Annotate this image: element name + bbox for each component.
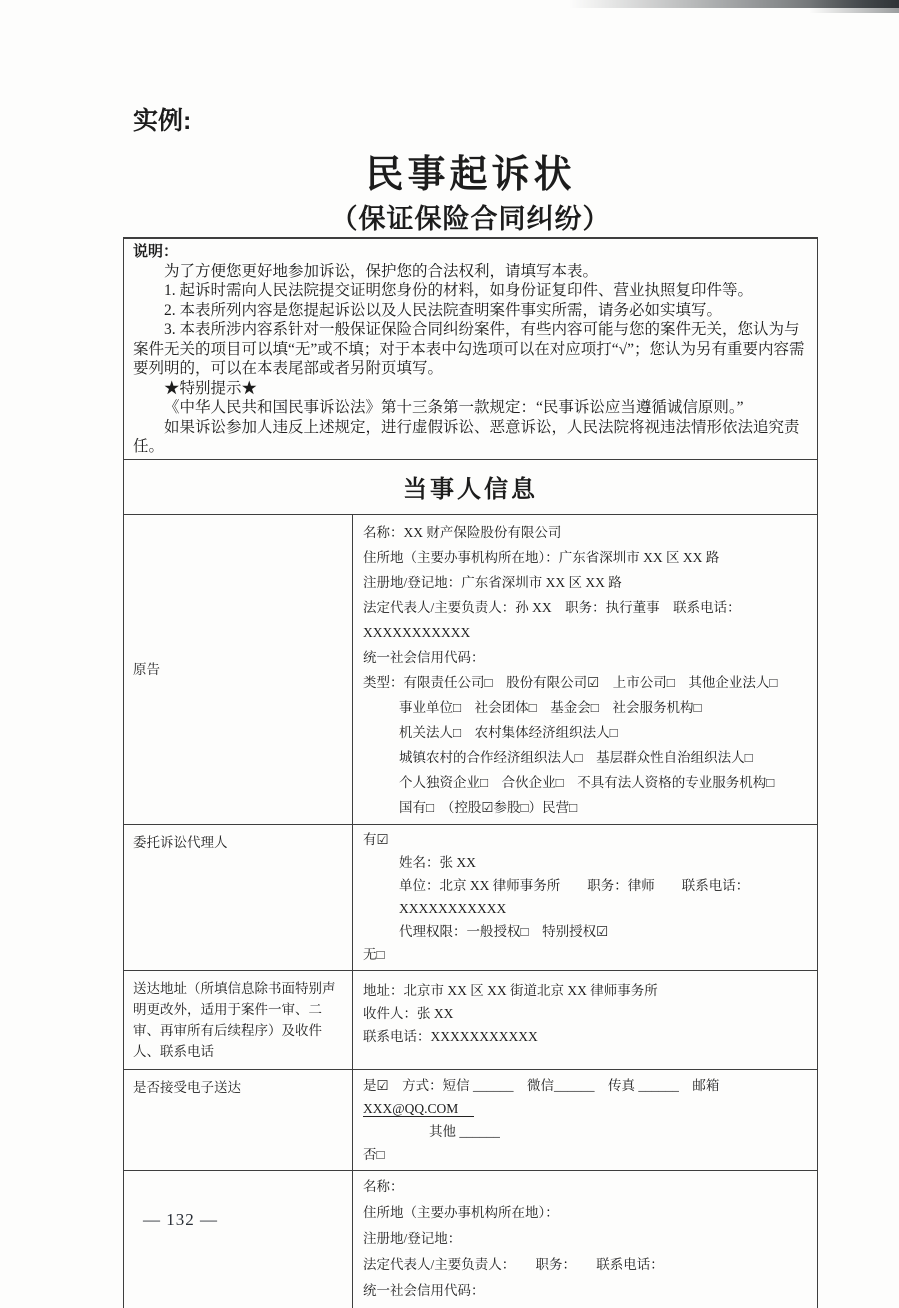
plaintiff-credit-code-line: 统一社会信用代码：	[363, 649, 485, 665]
edelivery-yes-line	[363, 1074, 807, 1120]
edelivery-label: 是否接受电子送达	[124, 1070, 353, 1170]
service-phone-line: 联系电话：XXXXXXXXXXX	[363, 1028, 538, 1044]
plaintiff-type-line-2: 事业单位□ 社会团体□ 基金会□ 社会服务机构□	[399, 699, 702, 715]
agent-content	[353, 825, 817, 970]
agent-has-line: 有☑	[363, 831, 389, 847]
edelivery-methods-text: 是☑ 方式：短信 ______ 微信______ 传真 ______ 邮箱	[363, 1077, 723, 1093]
plaintiff-label: 原告	[124, 515, 353, 824]
edelivery-no-line: 否□	[363, 1146, 385, 1162]
defendant-registration-line: 注册地/登记地：	[363, 1230, 462, 1246]
defendant-credit-code-line: 统一社会信用代码：	[363, 1282, 485, 1298]
plaintiff-type-line-1: 类型：有限责任公司□ 股份有限公司☑ 上市公司□ 其他企业法人□	[363, 674, 778, 690]
plaintiff-representative-line: 法定代表人/主要负责人：孙 XX 职务：执行董事 联系电话：XXXXXXXXXXX	[363, 599, 741, 640]
defendant-domicile-line: 住所地（主要办事机构所在地）：	[363, 1204, 559, 1220]
edelivery-email-value: XXX@QQ.COM	[363, 1101, 474, 1117]
plaintiff-domicile-line: 住所地（主要办事机构所在地）：广东省深圳市 XX 区 XX 路	[363, 549, 720, 565]
edelivery-other-line: 其他 ______	[429, 1123, 500, 1139]
document-subtitle: （保证保险合同纠纷）	[330, 204, 611, 234]
service-recipient-line: 收件人：张 XX	[363, 1005, 454, 1021]
page-number: — 132 —	[143, 1210, 218, 1229]
defendant-row	[124, 1171, 817, 1308]
service-address-label: 送达地址（所填信息除书面特别声明更改外，适用于案件一审、二审、再审所有后续程序）及收件人、联系电话	[124, 971, 353, 1069]
service-address-line: 地址：北京市 XX 区 XX 街道北京 XX 律师事务所	[363, 982, 658, 998]
defendant-label-cell	[124, 1171, 353, 1308]
agent-name-line: 姓名：张 XX	[399, 854, 476, 870]
instructions-box	[124, 239, 817, 460]
special-notice-heading: ★特别提示★	[164, 379, 258, 397]
document-title: 民事起诉状	[365, 154, 576, 196]
plaintiff-type-line-6: 国有□ （控股☑参股□）民营□	[399, 799, 578, 815]
instructions-heading: 说明：	[133, 243, 179, 260]
agent-firm-line: 单位：北京 XX 律师事务所 职务：律师 联系电话：XXXXXXXXXXX	[399, 877, 750, 916]
scan-smudge-artifact-2	[809, 0, 899, 13]
edelivery-content	[353, 1070, 817, 1170]
instruction-paragraph-1: 为了方便您更好地参加诉讼，保护您的合法权利，请填写本表。	[164, 262, 599, 280]
service-address-content	[353, 971, 817, 1069]
instruction-paragraph-2: 1. 起诉时需向人民法院提交证明您身份的材料，如身份证复印件、营业执照复印件等。	[164, 282, 754, 299]
party-info-header: 当事人信息	[124, 460, 817, 515]
instruction-paragraph-warning: 如果诉讼参加人违反上述规定，进行虚假诉讼、恶意诉讼，人民法院将视违法情形依法追究责任。	[133, 418, 800, 455]
agent-label: 委托诉讼代理人	[124, 825, 353, 970]
instruction-paragraph-4: 3. 本表所涉内容系针对一般保证保险合同纠纷案件，有些内容可能与您的案件无关，您认为与案件无关的项目可以填“无”或不填；对于本表中勾选项可以在对应项打“√”；您认为另有重要内容需要列明的，可以在本表尾部或者另附页填写。	[133, 321, 805, 377]
plaintiff-row	[124, 515, 817, 825]
example-label: 实例:	[133, 107, 192, 135]
agent-row	[124, 825, 817, 971]
agent-none-line: 无□	[363, 946, 385, 962]
defendant-content	[353, 1171, 817, 1308]
plaintiff-type-line-3: 机关法人□ 农村集体经济组织法人□	[399, 724, 618, 740]
defendant-representative-line: 法定代表人/主要负责人： 职务： 联系电话：	[363, 1256, 664, 1272]
instruction-paragraph-3: 2. 本表所列内容是您提起诉讼以及人民法院查明案件事实所需，请务必如实填写。	[164, 301, 723, 319]
plaintiff-name-line: 名称：XX 财产保险股份有限公司	[363, 524, 562, 540]
edelivery-row	[124, 1070, 817, 1171]
instruction-paragraph-law: 《中华人民共和国民事诉讼法》第十三条第一款规定：“民事诉讼应当遵循诚信原则。”	[164, 399, 744, 416]
complaint-form-table	[123, 237, 818, 1308]
defendant-name-line: 名称：	[363, 1178, 404, 1194]
service-address-row	[124, 971, 817, 1070]
plaintiff-content	[353, 515, 817, 824]
plaintiff-type-line-5: 个人独资企业□ 合伙企业□ 不具有法人资格的专业服务机构□	[399, 774, 775, 790]
plaintiff-registration-line: 注册地/登记地：广东省深圳市 XX 区 XX 路	[363, 574, 622, 590]
plaintiff-type-line-4: 城镇农村的合作经济组织法人□ 基层群众性自治组织法人□	[399, 749, 753, 765]
agent-authority-line: 代理权限：一般授权□ 特别授权☑	[399, 923, 609, 939]
